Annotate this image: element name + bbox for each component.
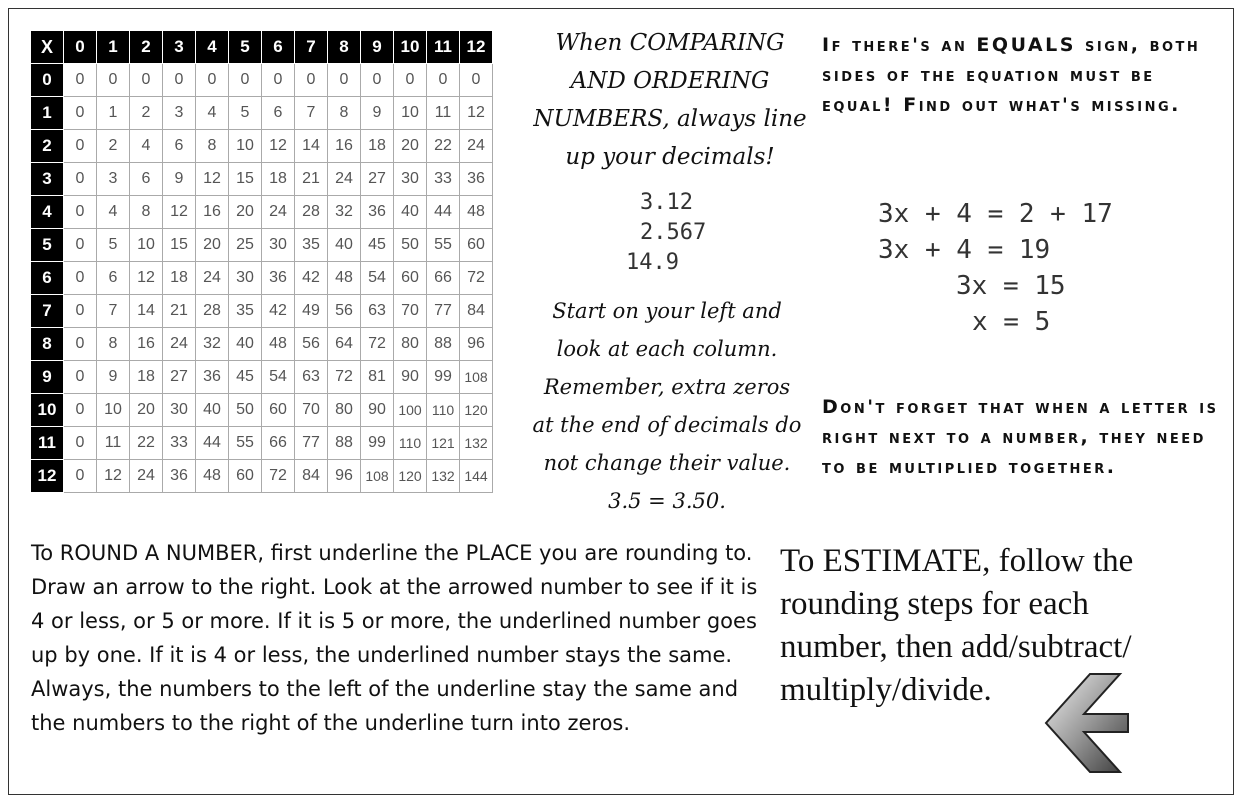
product-cell: 14 (130, 295, 163, 328)
product-cell: 36 (262, 262, 295, 295)
product-cell: 0 (394, 64, 427, 97)
product-cell: 36 (196, 361, 229, 394)
column-header: 12 (460, 31, 493, 64)
product-cell: 84 (460, 295, 493, 328)
product-cell: 72 (328, 361, 361, 394)
product-cell: 55 (427, 229, 460, 262)
product-cell: 81 (361, 361, 394, 394)
decimal-example (600, 188, 706, 278)
product-cell: 0 (361, 64, 394, 97)
product-cell: 132 (427, 460, 460, 493)
product-cell: 96 (328, 460, 361, 493)
product-cell: 24 (163, 328, 196, 361)
product-cell: 45 (229, 361, 262, 394)
table-row (31, 295, 493, 328)
table-corner: X (31, 31, 64, 64)
product-cell: 9 (361, 97, 394, 130)
equation-line: 3x = 15 (956, 271, 1066, 301)
product-cell: 36 (361, 196, 394, 229)
product-cell: 108 (460, 361, 493, 394)
product-cell: 0 (64, 394, 97, 427)
product-cell: 8 (97, 328, 130, 361)
product-cell: 12 (163, 196, 196, 229)
product-cell: 48 (460, 196, 493, 229)
product-cell: 20 (130, 394, 163, 427)
product-cell: 32 (328, 196, 361, 229)
product-cell: 110 (394, 427, 427, 460)
product-cell: 45 (361, 229, 394, 262)
product-cell: 18 (361, 130, 394, 163)
decimal-advice: Start on your left and look at each column. Remember, extra zeros at the end of decimals do not change their value. 3.5 = 3.50. (532, 299, 802, 513)
product-cell: 12 (97, 460, 130, 493)
product-cell: 14 (295, 130, 328, 163)
table-row (31, 460, 493, 493)
product-cell: 56 (295, 328, 328, 361)
row-header: 11 (31, 427, 64, 460)
product-cell: 0 (64, 163, 97, 196)
product-cell: 11 (97, 427, 130, 460)
product-cell: 0 (295, 64, 328, 97)
product-cell: 7 (97, 295, 130, 328)
product-cell: 30 (394, 163, 427, 196)
row-header: 2 (31, 130, 64, 163)
product-cell: 120 (460, 394, 493, 427)
product-cell: 20 (196, 229, 229, 262)
product-cell: 54 (361, 262, 394, 295)
multiply-note: Don't forget that when a letter is right next to a number, they need to be multiplied together. (822, 396, 1219, 478)
column-header: 2 (130, 31, 163, 64)
product-cell: 8 (328, 97, 361, 130)
product-cell: 16 (328, 130, 361, 163)
equation-example (878, 196, 1113, 340)
product-cell: 49 (295, 295, 328, 328)
table-row (31, 394, 493, 427)
product-cell: 4 (130, 130, 163, 163)
product-cell: 27 (361, 163, 394, 196)
equals-instructions: If there's an EQUALS sign, both sides of the equation must be equal! Find out what's missing. (822, 34, 1201, 116)
product-cell: 21 (295, 163, 328, 196)
product-cell: 10 (130, 229, 163, 262)
product-cell: 22 (130, 427, 163, 460)
product-cell: 0 (64, 97, 97, 130)
product-cell: 32 (196, 328, 229, 361)
table-row (31, 262, 493, 295)
product-cell: 40 (328, 229, 361, 262)
row-header: 8 (31, 328, 64, 361)
product-cell: 44 (196, 427, 229, 460)
row-header: 6 (31, 262, 64, 295)
product-cell: 6 (163, 130, 196, 163)
product-cell: 108 (361, 460, 394, 493)
product-cell: 42 (262, 295, 295, 328)
product-cell: 33 (427, 163, 460, 196)
product-cell: 18 (262, 163, 295, 196)
table-row (31, 328, 493, 361)
row-header: 7 (31, 295, 64, 328)
product-cell: 4 (196, 97, 229, 130)
product-cell: 24 (130, 460, 163, 493)
row-header: 3 (31, 163, 64, 196)
product-cell: 64 (328, 328, 361, 361)
product-cell: 3 (97, 163, 130, 196)
product-cell: 0 (64, 262, 97, 295)
product-cell: 30 (229, 262, 262, 295)
multiplication-table (30, 30, 493, 493)
product-cell: 0 (196, 64, 229, 97)
row-header: 10 (31, 394, 64, 427)
product-cell: 0 (64, 295, 97, 328)
product-cell: 5 (97, 229, 130, 262)
product-cell: 90 (394, 361, 427, 394)
column-header: 4 (196, 31, 229, 64)
column-header: 0 (64, 31, 97, 64)
column-header: 10 (394, 31, 427, 64)
product-cell: 7 (295, 97, 328, 130)
product-cell: 44 (427, 196, 460, 229)
product-cell: 28 (295, 196, 328, 229)
product-cell: 0 (130, 64, 163, 97)
product-cell: 48 (328, 262, 361, 295)
equation-line: 3x + 4 = 2 + 17 (878, 199, 1113, 229)
table-row (31, 64, 493, 97)
row-header: 9 (31, 361, 64, 394)
product-cell: 56 (328, 295, 361, 328)
product-cell: 30 (262, 229, 295, 262)
column-header: 9 (361, 31, 394, 64)
product-cell: 12 (196, 163, 229, 196)
product-cell: 5 (229, 97, 262, 130)
product-cell: 0 (460, 64, 493, 97)
product-cell: 0 (427, 64, 460, 97)
product-cell: 144 (460, 460, 493, 493)
product-cell: 9 (97, 361, 130, 394)
column-header: 5 (229, 31, 262, 64)
product-cell: 0 (64, 328, 97, 361)
product-cell: 40 (229, 328, 262, 361)
product-cell: 88 (328, 427, 361, 460)
product-cell: 2 (97, 130, 130, 163)
product-cell: 10 (394, 97, 427, 130)
table-row (31, 97, 493, 130)
comparing-instructions: When COMPARING AND ORDERING NUMBERS, always line up your decimals! (533, 30, 807, 170)
product-cell: 35 (229, 295, 262, 328)
column-header: 1 (97, 31, 130, 64)
decimal-line: 14.9 (626, 250, 679, 275)
product-cell: 25 (229, 229, 262, 262)
table-row (31, 163, 493, 196)
product-cell: 80 (394, 328, 427, 361)
product-cell: 63 (361, 295, 394, 328)
product-cell: 60 (394, 262, 427, 295)
product-cell: 0 (163, 64, 196, 97)
product-cell: 15 (163, 229, 196, 262)
product-cell: 11 (427, 97, 460, 130)
product-cell: 24 (196, 262, 229, 295)
row-header: 4 (31, 196, 64, 229)
column-header: 3 (163, 31, 196, 64)
product-cell: 21 (163, 295, 196, 328)
product-cell: 84 (295, 460, 328, 493)
product-cell: 0 (64, 229, 97, 262)
product-cell: 70 (394, 295, 427, 328)
product-cell: 99 (361, 427, 394, 460)
decimal-line: 2.567 (640, 220, 707, 245)
product-cell: 30 (163, 394, 196, 427)
product-cell: 0 (262, 64, 295, 97)
product-cell: 0 (64, 460, 97, 493)
product-cell: 60 (262, 394, 295, 427)
estimate-instructions: To ESTIMATE, follow the rounding steps for each number, then add/subtract/ multiply/divide. (780, 543, 1134, 708)
product-cell: 4 (97, 196, 130, 229)
product-cell: 63 (295, 361, 328, 394)
product-cell: 40 (394, 196, 427, 229)
product-cell: 0 (97, 64, 130, 97)
product-cell: 54 (262, 361, 295, 394)
product-cell: 77 (427, 295, 460, 328)
product-cell: 0 (229, 64, 262, 97)
product-cell: 100 (394, 394, 427, 427)
product-cell: 6 (130, 163, 163, 196)
product-cell: 36 (163, 460, 196, 493)
product-cell: 90 (361, 394, 394, 427)
product-cell: 50 (394, 229, 427, 262)
product-cell: 10 (229, 130, 262, 163)
product-cell: 35 (295, 229, 328, 262)
product-cell: 36 (460, 163, 493, 196)
product-cell: 27 (163, 361, 196, 394)
product-cell: 0 (328, 64, 361, 97)
product-cell: 48 (196, 460, 229, 493)
product-cell: 28 (196, 295, 229, 328)
product-cell: 8 (130, 196, 163, 229)
product-cell: 48 (262, 328, 295, 361)
product-cell: 18 (130, 361, 163, 394)
product-cell: 110 (427, 394, 460, 427)
product-cell: 18 (163, 262, 196, 295)
product-cell: 66 (427, 262, 460, 295)
product-cell: 88 (427, 328, 460, 361)
product-cell: 121 (427, 427, 460, 460)
product-cell: 16 (130, 328, 163, 361)
row-header: 1 (31, 97, 64, 130)
row-header: 12 (31, 460, 64, 493)
product-cell: 96 (460, 328, 493, 361)
product-cell: 77 (295, 427, 328, 460)
product-cell: 24 (460, 130, 493, 163)
product-cell: 22 (427, 130, 460, 163)
product-cell: 132 (460, 427, 493, 460)
product-cell: 40 (196, 394, 229, 427)
decimal-line: 3.12 (640, 190, 693, 215)
product-cell: 15 (229, 163, 262, 196)
row-header: 5 (31, 229, 64, 262)
product-cell: 6 (262, 97, 295, 130)
product-cell: 12 (262, 130, 295, 163)
product-cell: 50 (229, 394, 262, 427)
product-cell: 6 (97, 262, 130, 295)
product-cell: 72 (460, 262, 493, 295)
product-cell: 0 (64, 64, 97, 97)
product-cell: 66 (262, 427, 295, 460)
table-row (31, 361, 493, 394)
column-header: 8 (328, 31, 361, 64)
product-cell: 1 (97, 97, 130, 130)
product-cell: 24 (262, 196, 295, 229)
table-row (31, 229, 493, 262)
product-cell: 12 (460, 97, 493, 130)
product-cell: 99 (427, 361, 460, 394)
product-cell: 3 (163, 97, 196, 130)
product-cell: 24 (328, 163, 361, 196)
row-header: 0 (31, 64, 64, 97)
product-cell: 16 (196, 196, 229, 229)
product-cell: 10 (97, 394, 130, 427)
product-cell: 55 (229, 427, 262, 460)
product-cell: 72 (361, 328, 394, 361)
column-header: 11 (427, 31, 460, 64)
product-cell: 120 (394, 460, 427, 493)
product-cell: 20 (394, 130, 427, 163)
product-cell: 80 (328, 394, 361, 427)
table-row (31, 427, 493, 460)
product-cell: 42 (295, 262, 328, 295)
product-cell: 0 (64, 196, 97, 229)
rounding-instructions: To ROUND A NUMBER, first underline the PLACE you are rounding to. Draw an arrow to the right. Look at the arrowed number to see if it is 4 or less, or 5 or more. If it is 5 or more, the underlined number goes up by one. If it is 4 or less, the underlined number stays the same. Always, the numbers to the left of the underline stay the same and the numbers to the right of the underline turn into zeros. (31, 541, 758, 735)
left-arrow-icon (1040, 668, 1130, 778)
product-cell: 60 (460, 229, 493, 262)
table-header-row (31, 31, 493, 64)
equation-line: 3x + 4 = 19 (878, 235, 1051, 265)
product-cell: 2 (130, 97, 163, 130)
product-cell: 0 (64, 427, 97, 460)
table-row (31, 130, 493, 163)
product-cell: 20 (229, 196, 262, 229)
product-cell: 0 (64, 361, 97, 394)
product-cell: 9 (163, 163, 196, 196)
product-cell: 0 (64, 130, 97, 163)
equation-line: x = 5 (972, 307, 1051, 337)
table-row (31, 196, 493, 229)
column-header: 7 (295, 31, 328, 64)
column-header: 6 (262, 31, 295, 64)
product-cell: 70 (295, 394, 328, 427)
product-cell: 12 (130, 262, 163, 295)
product-cell: 33 (163, 427, 196, 460)
product-cell: 8 (196, 130, 229, 163)
product-cell: 72 (262, 460, 295, 493)
product-cell: 60 (229, 460, 262, 493)
